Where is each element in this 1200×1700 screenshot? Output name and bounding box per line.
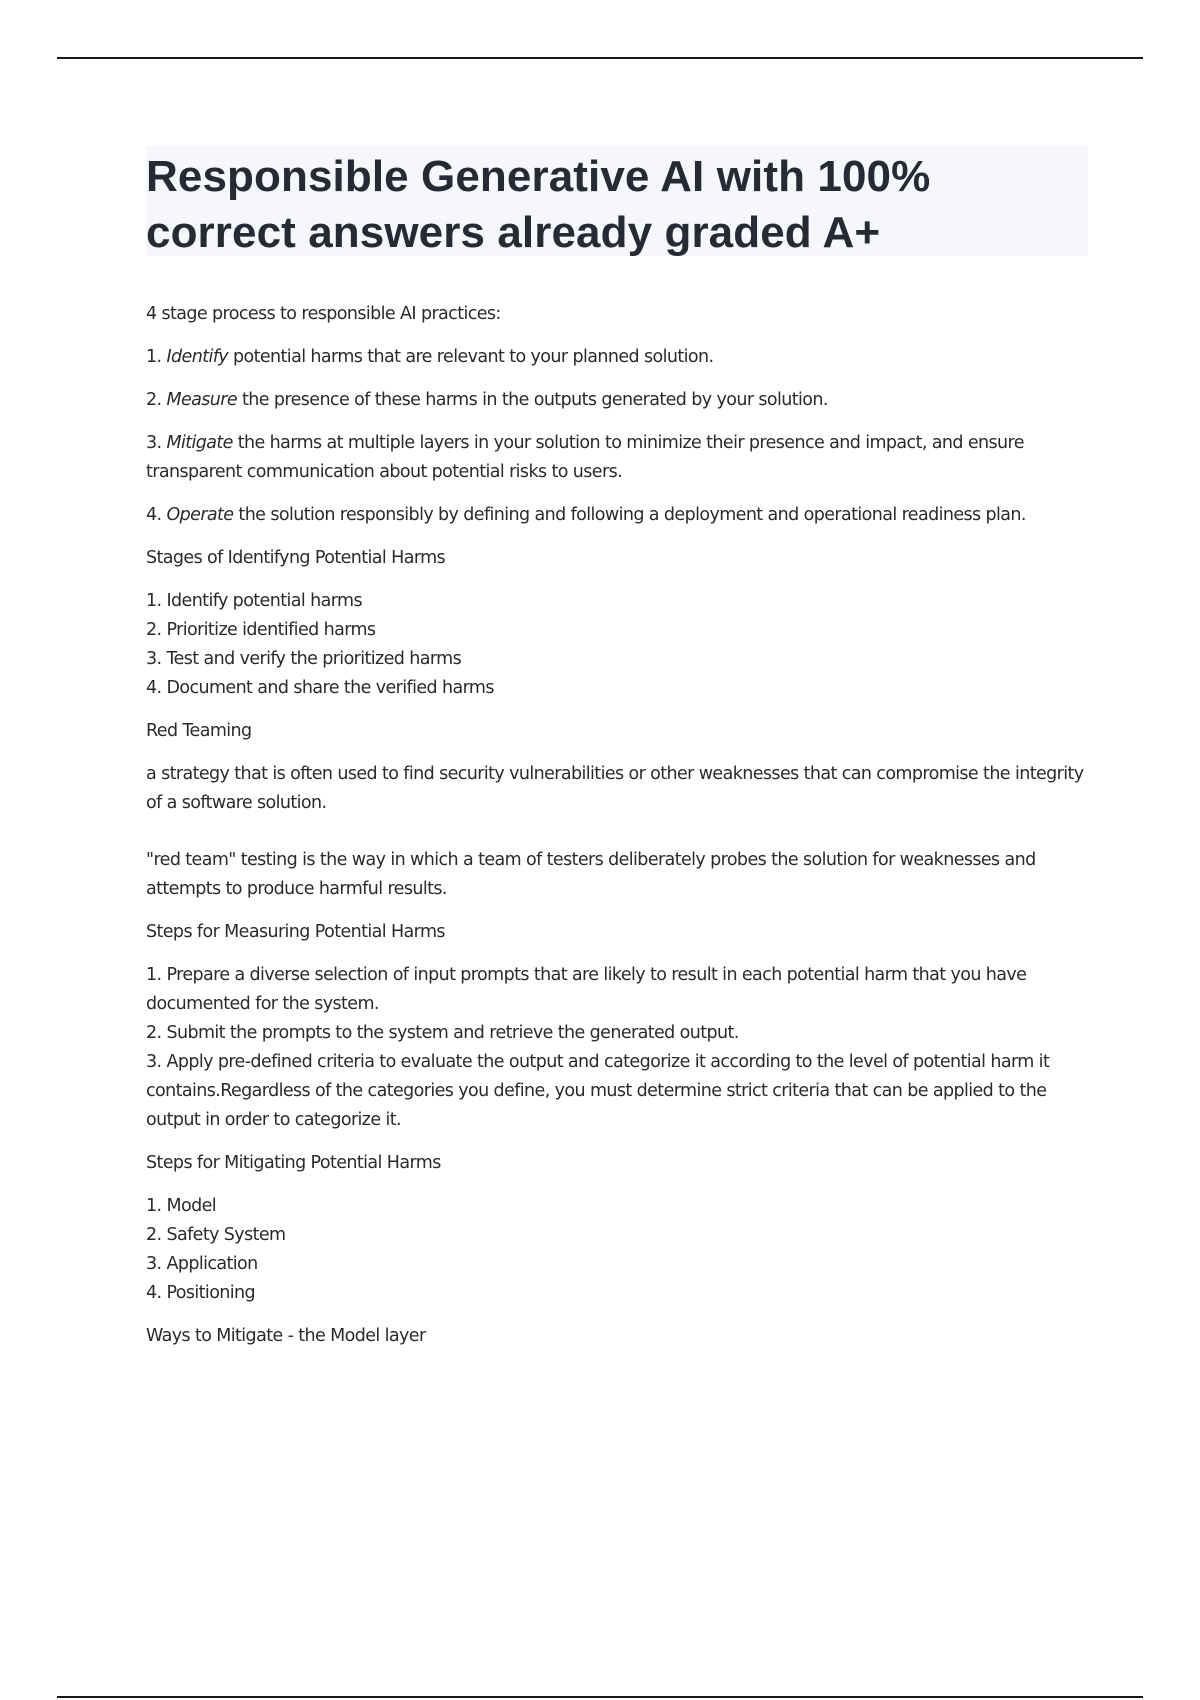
red-team-definition: a strategy that is often used to find security vulnerabilities or other weaknesses that can compromise the integrity of a software solution. [146,764,1084,813]
stage-number: 3. [146,433,162,453]
stage-number: 4. [146,505,162,525]
mitigate-list [146,1192,1096,1308]
red-team-description: "red team" testing is the way in which a team of testers deliberately probes the solution for weaknesses and attempts to produce harmful results. [146,850,1036,899]
stage-verb: Mitigate [166,433,233,453]
document-title: Responsible Generative AI with 100% correct answers already graded A+ [146,152,931,257]
intro-text: 4 stage process to responsible AI practices: [146,304,501,324]
stage-item [146,386,1096,415]
stage-item [146,429,1096,487]
bottom-rule [57,1696,1143,1698]
list-item: 2. Submit the prompts to the system and retrieve the generated output. [146,1023,739,1043]
stage-text: the solution responsibly by defining and following a deployment and operational readiness plan. [233,505,1026,525]
title-box [146,146,1088,256]
top-rule [57,57,1143,59]
red-team-heading: Red Teaming [146,721,252,741]
list-item: 2. Safety System [146,1225,286,1245]
stage-number: 2. [146,390,162,410]
stage-verb: Operate [166,505,234,525]
stage-text: potential harms that are relevant to your planned solution. [228,347,714,367]
list-item: 4. Positioning [146,1283,256,1303]
list-item: 3. Application [146,1254,258,1274]
list-item: 1. Model [146,1196,217,1216]
stage-number: 1. [146,347,162,367]
identify-list [146,587,1096,703]
model-layer-heading: Ways to Mitigate - the Model layer [146,1326,426,1346]
list-item: 3. Apply pre-defined criteria to evaluate the output and categorize it according to the level of potential harm it contains.Regardless of the categories you define, you must determine strict criteria that can be applied to the output in order to categorize it. [146,1052,1050,1130]
list-item: 1. Identify potential harms [146,591,362,611]
list-item: 1. Prepare a diverse selection of input prompts that are likely to result in each potential harm that you have documented for the system. [146,965,1027,1014]
list-item: 4. Document and share the verified harms [146,678,494,698]
stage-verb: Identify [166,347,229,367]
stage-item [146,501,1096,530]
list-item: 2. Prioritize identified harms [146,620,376,640]
list-item: 3. Test and verify the prioritized harms [146,649,462,669]
stage-text: the harms at multiple layers in your solution to minimize their presence and impact, and ensure transparent communication about potential risks to users. [146,433,1024,482]
stage-verb: Measure [166,390,238,410]
measure-list [146,961,1096,1135]
measure-heading: Steps for Measuring Potential Harms [146,922,445,942]
stage-item [146,343,1096,372]
document-body [146,300,1096,1365]
identify-heading: Stages of Identifyng Potential Harms [146,548,446,568]
mitigate-heading: Steps for Mitigating Potential Harms [146,1153,441,1173]
stage-text: the presence of these harms in the outputs generated by your solution. [237,390,828,410]
